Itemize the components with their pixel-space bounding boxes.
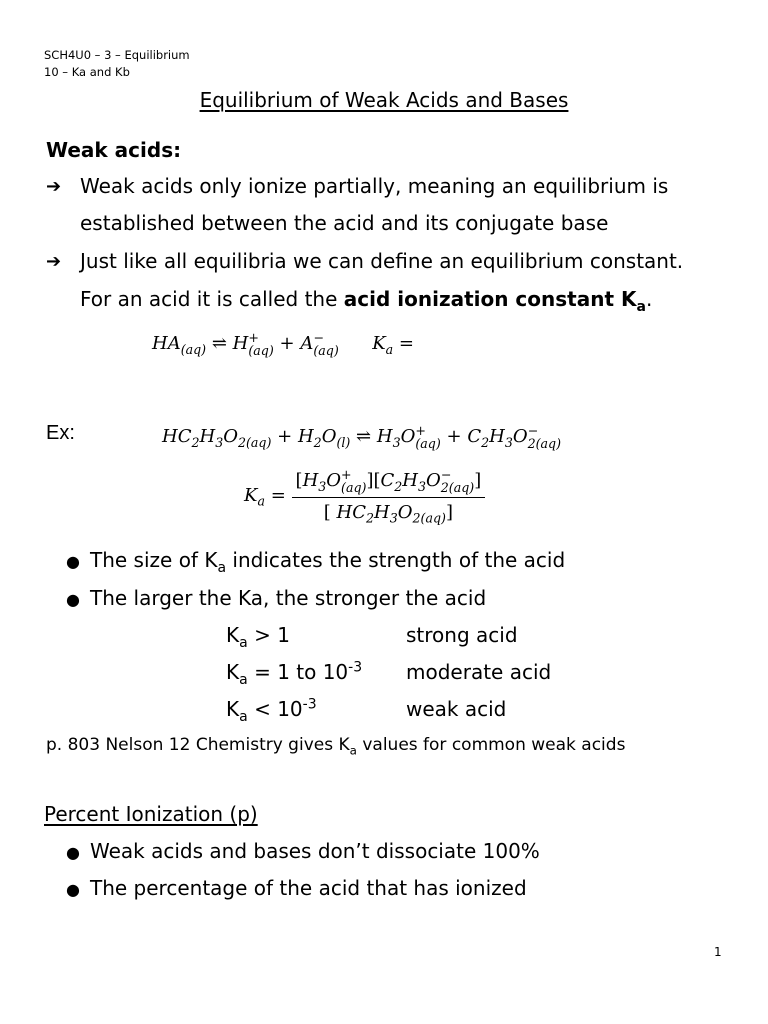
- sub: 3: [392, 434, 401, 450]
- arrow-bullet-icon: ➔: [46, 176, 62, 197]
- section-heading-percent-ionization: Percent Ionization (p): [44, 802, 258, 826]
- ka-expression: $K_a$ = [$H_3O$ + (aq) ][$C_2H_3O$ − 2(aq) ] [ $HC_2H_3O_{2(aq)}$]: [244, 468, 485, 523]
- eq1-a-charge: −: [313, 330, 324, 345]
- weak-acids-point2-line1: Just like all equilibria we can define an equilibrium constant.: [80, 249, 684, 273]
- strength-row-ka: $K_a > 1$: [226, 623, 290, 651]
- point2-pre: For an acid it is called the: [80, 287, 338, 311]
- sub: 2: [237, 434, 246, 450]
- ka-numerator: [$H_3O$ + (aq) ][$C_2H_3O$ − 2(aq) ]: [292, 468, 486, 498]
- page-number: 1: [714, 945, 722, 959]
- point2-bold: acid ionization constant K: [343, 287, 637, 311]
- strength-row-label: weak acid: [406, 697, 507, 721]
- sub: 2: [527, 436, 536, 452]
- bullet-dot-icon: ●: [66, 880, 80, 899]
- topic-line: 10 – Ka and Kb: [44, 65, 130, 79]
- percent-bullet-1: Weak acids and bases don’t dissociate 100%: [90, 839, 540, 863]
- state: (aq): [415, 436, 441, 452]
- eq1-ha: HA: [152, 333, 181, 355]
- state: (aq): [246, 434, 272, 450]
- plus: +: [277, 426, 293, 448]
- charge: +: [415, 423, 426, 438]
- sub: 2: [313, 434, 322, 450]
- strength-row-ka: $K_a < 10^{-3}$: [226, 696, 317, 725]
- state: (aq): [535, 436, 562, 452]
- reference-sub: a: [349, 743, 357, 758]
- reference-pre: p. 803 Nelson 12 Chemistry gives K: [46, 735, 350, 755]
- acetic-acid-equation: $HC_2H_3O_{2(aq)} + H_2O_{(l)}$ ⇌ $H_3O$ + (aq) + $C_2H_3O$ − 2(aq): [162, 423, 562, 452]
- eq1-a-state: (aq): [313, 343, 339, 359]
- sub: 2: [481, 434, 490, 450]
- eq1-equals: =: [398, 333, 415, 355]
- strength-row-label: strong acid: [406, 623, 518, 647]
- strength-row-label: moderate acid: [406, 660, 552, 684]
- eq1-h: H: [232, 333, 249, 355]
- eq1-ka: K: [372, 333, 386, 355]
- bullet-dot-icon: ●: [66, 552, 80, 571]
- eq1-h-charge: +: [248, 330, 259, 345]
- bullet-ka-size: [90, 548, 566, 576]
- charge: −: [527, 423, 539, 438]
- sub: 3: [504, 434, 513, 450]
- eq1-plus: +: [279, 333, 295, 355]
- equilibrium-arrow-icon: ⇌: [211, 333, 227, 355]
- eq1-ha-state: (aq): [180, 341, 207, 357]
- eq1-ka-sub: a: [385, 341, 394, 357]
- bullet-dot-icon: ●: [66, 590, 80, 609]
- weak-acids-point1-line1: Weak acids only ionize partially, meaning an equilibrium is: [80, 174, 669, 198]
- eq1-h-state: (aq): [248, 343, 274, 359]
- weak-acids-point1-line2: established between the acid and its conjugate base: [80, 211, 609, 235]
- ka-denominator: [ $HC_2H_3O_{2(aq)}$]: [323, 502, 453, 527]
- sub: 2: [191, 434, 200, 450]
- plus: +: [446, 426, 462, 448]
- size-pre: The size of K: [90, 548, 218, 572]
- page-title: Equilibrium of Weak Acids and Bases: [199, 88, 569, 112]
- reference-post: values for common weak acids: [356, 735, 626, 755]
- bullet-larger-ka: The larger the Ka, the stronger the acid: [90, 586, 487, 610]
- point2-post: .: [645, 287, 653, 311]
- eq1-a: A: [300, 333, 314, 355]
- acid-ionization-equation: [152, 331, 414, 357]
- size-sub: a: [217, 560, 227, 576]
- equilibrium-arrow-icon: ⇌: [356, 426, 372, 448]
- ka-fraction: [292, 467, 486, 527]
- arrow-bullet-icon: ➔: [46, 251, 62, 272]
- section-heading-weak-acids: Weak acids:: [46, 138, 182, 162]
- size-post: indicates the strength of the acid: [226, 548, 566, 572]
- reference-line: [46, 735, 626, 758]
- percent-bullet-2: The percentage of the acid that has ionized: [90, 876, 527, 900]
- sub: 3: [215, 434, 224, 450]
- course-line: SCH4U0 – 3 – Equilibrium: [44, 48, 190, 62]
- point2-bold-sub: a: [636, 299, 646, 315]
- weak-acids-point2-line2: [80, 287, 653, 315]
- example-label: Ex:: [46, 422, 75, 444]
- strength-row-ka: $K_a = 1$ to $10^{-3}$: [226, 659, 363, 688]
- bullet-dot-icon: ●: [66, 843, 80, 862]
- state: (l): [336, 434, 351, 450]
